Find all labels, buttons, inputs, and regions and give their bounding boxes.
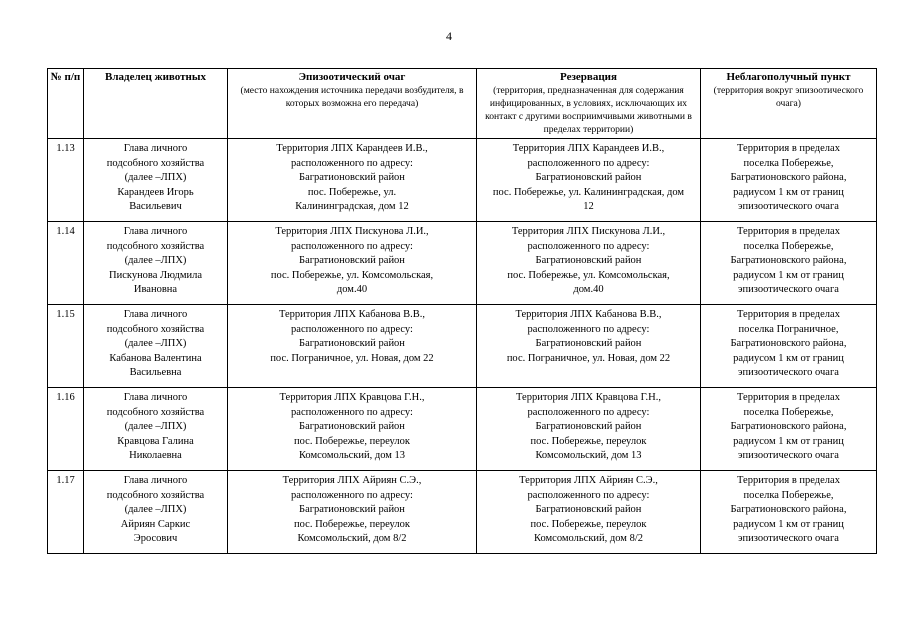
focus-cell-line: Калининградская, дом 12 [295,201,409,213]
reservation-cell-line: Багратионовский район [535,255,642,267]
header-focus-title: Эпизоотический очаг [298,71,406,83]
reservation-cell-line: Территория ЛПХ Кравцова Г.Н., [516,392,661,404]
focus-cell-line: расположенного по адресу: [291,323,413,335]
owner-cell-line: подсобного хозяйства [106,489,205,501]
affected-point-cell-line: радиусом 1 км от границ [733,518,844,530]
reservation-cell-line: дом.40 [573,284,604,296]
affected-point-cell [701,471,877,554]
affected-point-cell-line: эпизоотического очага [738,201,839,213]
owner-cell-line: (далее –ЛПХ) [124,172,187,184]
affected-point-cell-line: поселка Пограничное, [738,323,839,335]
table-body [48,139,877,554]
header-reservation-description: (территория, предназначенная для содержания инфицированных, в условиях, исключающих их контакт с другими восприимчивыми животными в пределах территории) [485,85,692,136]
focus-cell-line: Багратионовский район [299,338,405,350]
header-owner-title: Владелец животных [105,71,206,83]
affected-point-cell-line: радиусом 1 км от границ [733,352,844,364]
affected-point-cell-line: Багратионовского района, [730,504,847,516]
owner-cell-line: подсобного хозяйства [106,406,205,418]
owner-cell-line: подсобного хозяйства [106,240,205,252]
affected-point-cell-line: радиусом 1 км от границ [733,435,844,447]
reservation-cell-line: расположенного по адресу: [527,323,650,335]
focus-cell-line: Территория ЛПХ Айриян С.Э., [282,475,422,487]
affected-point-cell-line: Территория в пределах [737,392,840,404]
reservation-cell-line: пос. Пограничное, ул. Новая, дом 22 [506,352,671,364]
focus-cell-line: дом.40 [336,284,368,296]
focus-cell-line: Багратионовский район [299,504,405,516]
affected-point-cell [701,305,877,388]
reservation-cell-line: пос. Побережье, переулок [530,435,647,447]
focus-cell-line: пос. Побережье, переулок [294,518,410,530]
reservation-cell-line: Комсомольский, дом 8/2 [534,533,643,545]
focus-cell-line: Территория ЛПХ Кабанова В.В., [278,309,426,321]
table-row [48,471,877,554]
reservation-cell [477,388,701,471]
owner-cell [84,388,228,471]
affected-point-cell-line: Территория в пределах [737,475,840,487]
owner-cell [84,471,228,554]
row-number-cell: 1.13 [48,139,84,222]
affected-point-cell-line: радиусом 1 км от границ [733,186,844,198]
reservation-cell-line: Багратионовский район [535,421,642,433]
affected-point-cell-line: Территория в пределах [737,143,840,155]
reservation-cell-line: Территория ЛПХ Кабанова В.В., [515,309,662,321]
affected-point-cell-line: эпизоотического очага [738,450,839,462]
owner-cell-line: Николаевна [129,450,182,462]
header-focus [228,69,477,139]
focus-cell [228,305,477,388]
owner-cell-line: (далее –ЛПХ) [124,421,187,433]
owner-cell-line: Васильевич [129,201,182,213]
reservation-cell-line: Багратионовский район [535,172,642,184]
header-row [48,69,877,139]
affected-point-cell-line: Территория в пределах [737,226,840,238]
reservation-cell-line: пос. Побережье, ул. Комсомольская, [507,269,670,281]
focus-cell-line: Багратионовский район [299,255,405,267]
focus-cell-line: пос. Побережье, переулок [294,435,410,447]
focus-cell-line: пос. Побережье, ул. Комсомольская, [270,269,434,281]
focus-cell-line: Багратионовский район [299,172,405,184]
affected-point-cell-line: эпизоотического очага [738,533,839,545]
header-number [48,69,84,139]
owner-cell-line: Васильевна [129,367,182,379]
header-number-title: № п/п [50,71,81,83]
affected-point-cell-line: Территория в пределах [737,309,840,321]
reservation-cell-line: расположенного по адресу: [527,406,650,418]
owner-cell-line: Кабанова Валентина [109,352,202,364]
owner-cell-line: Глава личного [123,475,188,487]
reservation-cell-line: 12 [583,201,594,213]
reservation-cell-line: Багратионовский район [535,504,642,516]
owner-cell-line: Глава личного [123,309,188,321]
row-number-cell: 1.17 [48,471,84,554]
focus-cell [228,471,477,554]
reservation-cell [477,471,701,554]
affected-point-cell-line: Багратионовского района, [730,172,847,184]
reservation-cell [477,222,701,305]
table-row [48,222,877,305]
focus-cell-line: расположенного по адресу: [291,240,413,252]
focus-cell-line: пос. Пограничное, ул. Новая, дом 22 [270,352,434,364]
focus-cell [228,388,477,471]
owner-cell-line: подсобного хозяйства [106,157,205,169]
reservation-cell-line: Территория ЛПХ Пискунова Л.И., [511,226,666,238]
focus-cell-line: расположенного по адресу: [291,157,413,169]
owner-cell [84,222,228,305]
header-affected-point-title: Неблагополучный пункт [726,71,851,83]
affected-point-cell-line: эпизоотического очага [738,284,839,296]
reservation-cell-line: расположенного по адресу: [527,489,650,501]
reservation-cell-line: расположенного по адресу: [527,240,650,252]
focus-cell-line: Комсомольский, дом 8/2 [297,533,407,545]
header-reservation [477,69,701,139]
owner-cell [84,139,228,222]
row-number-cell: 1.16 [48,388,84,471]
header-focus-description: (место нахождения источника передачи возбудителя, в которых возможна его передача) [240,85,464,110]
reservation-cell [477,139,701,222]
affected-point-cell [701,222,877,305]
focus-cell [228,139,477,222]
table-row [48,139,877,222]
affected-point-cell-line: Багратионовского района, [730,255,847,267]
reservation-cell [477,305,701,388]
reservation-cell-line: Территория ЛПХ Айриян С.Э., [519,475,658,487]
focus-cell-line: пос. Побережье, ул. [307,186,397,198]
affected-point-cell [701,139,877,222]
focus-cell-line: Территория ЛПХ Кравцова Г.Н., [279,392,425,404]
page-number: 4 [446,29,452,43]
affected-point-cell-line: Багратионовского района, [730,338,847,350]
reservation-cell-line: пос. Побережье, переулок [530,518,647,530]
owner-cell-line: Глава личного [123,143,188,155]
focus-cell-line: Багратионовский район [299,421,405,433]
table-row [48,305,877,388]
row-number-cell: 1.15 [48,305,84,388]
owner-cell-line: Ивановна [133,284,178,296]
affected-point-cell-line: радиусом 1 км от границ [733,269,844,281]
affected-point-cell-line: поселка Побережье, [743,157,834,169]
owner-cell-line: (далее –ЛПХ) [124,504,187,516]
focus-cell-line: Территория ЛПХ Карандеев И.В., [276,143,428,155]
reservation-cell-line: Территория ЛПХ Карандеев И.В., [512,143,665,155]
owner-cell-line: Эросович [133,533,178,545]
focus-cell-line: расположенного по адресу: [291,406,413,418]
header-affected-point-description: (территория вокруг эпизоотического очага) [713,85,864,110]
focus-cell-line: расположенного по адресу: [291,489,413,501]
affected-point-cell-line: Багратионовского района, [730,421,847,433]
header-reservation-title: Резервация [560,71,617,83]
header-owner [84,69,228,139]
header-affected-point [701,69,877,139]
owner-cell-line: (далее –ЛПХ) [124,338,187,350]
owner-cell-line: Пискунова Людмила [109,269,202,281]
affected-point-cell-line: эпизоотического очага [738,367,839,379]
affected-point-cell-line: поселка Побережье, [743,489,834,501]
owner-cell-line: Глава личного [123,226,188,238]
owner-cell-line: подсобного хозяйства [106,323,205,335]
reservation-cell-line: расположенного по адресу: [527,157,650,169]
focus-cell [228,222,477,305]
owner-cell-line: Глава личного [123,392,188,404]
owner-cell-line: Карандеев Игорь [117,186,194,198]
affected-point-cell-line: поселка Побережье, [743,406,834,418]
row-number-cell: 1.14 [48,222,84,305]
owner-cell-line: Айриян Саркис [120,518,191,530]
owner-cell [84,305,228,388]
owner-cell-line: Кравцова Галина [117,435,194,447]
affected-point-cell-line: поселка Побережье, [743,240,834,252]
focus-cell-line: Комсомольский, дом 13 [298,450,406,462]
owner-cell-line: (далее –ЛПХ) [124,255,187,267]
epizootic-register-table [47,68,877,554]
reservation-cell-line: Багратионовский район [535,338,642,350]
focus-cell-line: Территория ЛПХ Пискунова Л.И., [275,226,429,238]
affected-point-cell [701,388,877,471]
reservation-cell-line: пос. Побережье, ул. Калининградская, дом [492,186,685,198]
reservation-cell-line: Комсомольский, дом 13 [535,450,642,462]
table-row [48,388,877,471]
